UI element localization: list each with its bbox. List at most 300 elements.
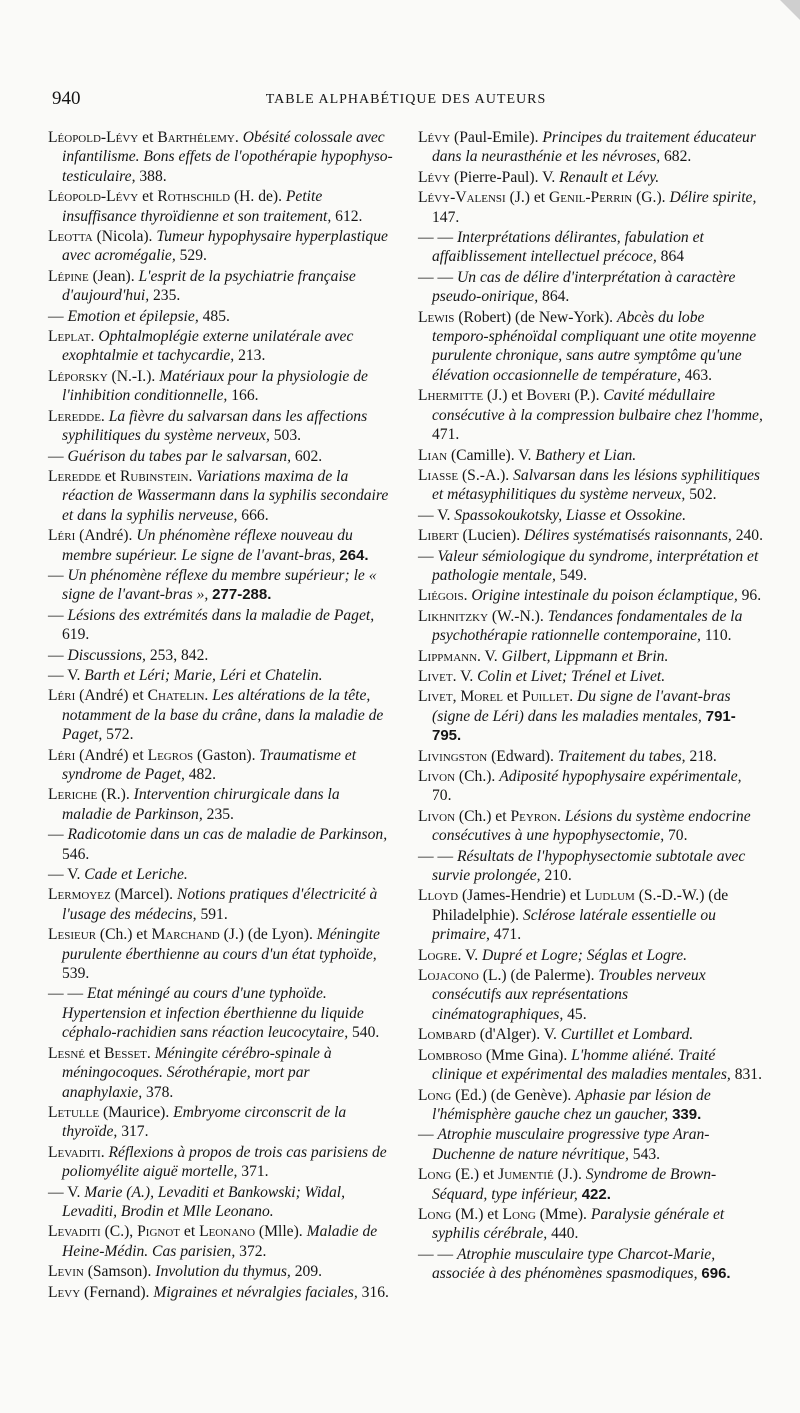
entry-text: 864. [538, 288, 570, 306]
entry-text: — V. [418, 506, 455, 524]
index-entry [48, 865, 393, 884]
entry-text: et [85, 1044, 105, 1062]
entry-text: (R.). [97, 786, 134, 804]
entry-text: . [234, 129, 243, 146]
entry-text: (G.). [632, 189, 670, 207]
work-title: Atrophie musculaire progressive type Aran-Duchenne de nature névritique, [432, 1126, 710, 1163]
entry-text: . [557, 807, 565, 825]
entry-text: 371. [237, 1163, 269, 1181]
author-name: Léri [48, 527, 76, 545]
author-name: Lépine [48, 267, 89, 285]
running-head: TABLE ALPHABÉTIQUE DES AUTEURS [265, 92, 547, 107]
entry-text: — V. [48, 1183, 85, 1201]
entry-text: 210. [540, 867, 572, 885]
work-title: Colin et Livet; Trénel et Livet. [477, 667, 666, 685]
author-name: Long [418, 1086, 452, 1104]
entry-text: 485. [198, 307, 230, 325]
index-entry [418, 1205, 763, 1244]
entry-text: 546. [62, 845, 90, 863]
index-entry [418, 128, 763, 167]
work-title: Un phénomène réflexe du membre supérieur; le « signe de l'avant-bras », [62, 566, 377, 604]
author-name: Libert [418, 527, 459, 545]
work-title: Salvarsan dans les lésions syphilitiques et métasyphilitiques du système nerveux, [432, 466, 761, 504]
page-corner-fold [780, 0, 800, 20]
index-entry [418, 687, 763, 745]
index-entry [48, 925, 393, 983]
author-name: Leonano [199, 1223, 256, 1241]
page-ref-bold: 791-795. [432, 707, 736, 745]
author-name: Peyron [510, 807, 558, 825]
entry-text: (Ch.) et [455, 807, 511, 825]
index-entry [418, 607, 763, 646]
author-name: Besset [104, 1044, 147, 1062]
entry-text: . [146, 1044, 155, 1062]
work-title: Résultats de l'hypophysectomie subtotale avec survie prolongée, [432, 847, 746, 885]
entry-text: 864 [656, 248, 685, 266]
entry-text: . [100, 407, 109, 425]
index-column-left [48, 128, 393, 1303]
index-entry [48, 1183, 393, 1222]
entry-text: — [48, 307, 68, 325]
index-entry [48, 128, 393, 186]
work-title: Cade et Leriche. [84, 866, 188, 884]
work-title: Renault et Lévy. [559, 168, 660, 186]
entry-text: 539. [62, 965, 90, 983]
entry-text: — V. [48, 666, 85, 684]
index-entry [48, 1103, 393, 1142]
entry-text: 166. [227, 387, 259, 405]
work-title: Du signe de l'avant-bras (signe de Léri) dans les maladies mentales, [432, 688, 731, 725]
work-title: Curtillet et Lombard. [560, 1026, 694, 1044]
author-name: Lévy [418, 168, 451, 186]
entry-text: — — [418, 1245, 457, 1263]
entry-text: (Fernand). [80, 1283, 154, 1301]
entry-text: . [463, 587, 472, 605]
entry-text: 529. [175, 247, 207, 265]
work-title: Guérison du tabes par le salvarsan, [67, 447, 292, 465]
entry-text: (Gaston). [193, 746, 260, 764]
index-entry [418, 1245, 763, 1284]
entry-text: (André). [75, 527, 137, 545]
index-entry [418, 1025, 763, 1044]
work-title: Sclérose latérale essentielle ou primaire, [432, 906, 716, 944]
entry-text: 612. [331, 207, 363, 225]
index-entry [418, 1125, 763, 1164]
entry-text: (Ch.) et [96, 926, 152, 944]
author-name: Léopold-Lévy [48, 188, 139, 206]
entry-text: 317. [117, 1123, 149, 1141]
page-ref-bold: 422. [581, 1185, 611, 1203]
entry-text: — — [418, 229, 457, 247]
entry-text: 218. [685, 747, 717, 765]
index-entry [418, 667, 763, 686]
author-name: Morel [460, 688, 503, 706]
index-entry [418, 647, 763, 666]
index-entry [48, 1283, 393, 1302]
author-name: Genil-Perrin [549, 189, 633, 207]
entry-text: 253, 842. [145, 646, 209, 664]
author-name: Levin [48, 1263, 84, 1281]
work-title: Méningite cérébro-spinale à méningocoques. Sérothérapie, mort par anaphylaxie, [62, 1044, 332, 1101]
author-name: Léopold-Lévy [48, 129, 139, 146]
author-name: Lojacono [418, 967, 479, 985]
author-name: Lévy-Valensi [418, 189, 506, 207]
entry-text: 378. [142, 1083, 174, 1101]
index-entry [418, 747, 763, 766]
work-title: Matériaux pour la physiologie de l'inhibition conditionnelle, [62, 367, 368, 405]
entry-text: — — [48, 985, 87, 1003]
work-title: Troubles nerveux consécutifs aux représentations cinématographiques, [432, 967, 706, 1023]
author-name: Leplat [48, 328, 91, 346]
work-title: Tumeur hypophysaire hyperplastique avec acromégalie, [62, 228, 388, 265]
author-name: Lévy [418, 129, 451, 146]
entry-text: (Maurice). [99, 1103, 174, 1121]
index-entry [48, 1044, 393, 1102]
index-entry [48, 327, 393, 366]
entry-text: 619. [62, 626, 90, 644]
work-title: Variations maxima de la réaction de Wassermann dans la syphilis secondaire et dans la syphilis nerveuse, [62, 467, 389, 524]
entry-text: et [180, 1223, 200, 1241]
index-entry [48, 447, 393, 466]
entry-text: 440. [547, 1225, 579, 1243]
index-entry [48, 646, 393, 665]
entry-text: (Mlle). [255, 1223, 307, 1241]
entry-text: 96. [737, 587, 762, 605]
author-name: Léri [48, 746, 76, 764]
work-title: Abcès du lobe temporo-sphénoïdal compliquant une otite moyenne purulente chronique, sans autre symptôme qu'une élévation occasionnelle de température, [432, 308, 757, 384]
author-name: Léporsky [48, 367, 108, 385]
author-name: Livet [418, 667, 453, 685]
entry-text: 549. [555, 566, 588, 584]
author-name: Livon [418, 768, 456, 785]
entry-text: (André) et [75, 746, 148, 764]
entry-text: (L.) (de Palerme). [478, 967, 599, 985]
entry-text: (André) et [75, 687, 148, 705]
entry-text: (E.) et [451, 1166, 499, 1184]
work-title: Principes du traitement éducateur dans la neurasthénie et les névroses, [432, 129, 756, 166]
index-entry [418, 386, 763, 444]
author-name: Long [418, 1205, 452, 1223]
entry-text: (S.-A.). [458, 466, 514, 484]
entry-text: (d'Alger). V. [475, 1026, 561, 1044]
work-title: Embryome circonscrit de la thyroïde, [62, 1103, 347, 1141]
author-name: Livet [418, 688, 453, 706]
entry-text: — [48, 606, 68, 624]
index-entry [48, 227, 393, 266]
entry-text: 503. [269, 427, 302, 445]
entry-text: 591. [196, 905, 228, 923]
entry-text: (Edward). [487, 747, 558, 765]
work-title: L'esprit de la psychiatrie française d'aujourd'hui, [62, 267, 356, 305]
entry-text: (J.) (de Lyon). [219, 926, 317, 944]
entry-text: , [452, 688, 461, 706]
entry-text: 682. [660, 148, 692, 166]
work-title: Radicotomie dans un cas de maladie de Parkinson, [67, 826, 388, 844]
author-name: Jumentié [498, 1166, 554, 1184]
entry-text: . [188, 467, 197, 485]
entry-text: (J.) et [505, 189, 550, 207]
entry-text: — [418, 547, 438, 565]
index-entry [48, 885, 393, 924]
author-name: Lian [418, 446, 448, 464]
author-name: Boveri [526, 387, 571, 405]
author-name: Leriche [48, 786, 98, 804]
entry-text: . [90, 328, 99, 346]
author-name: Long [418, 1166, 452, 1184]
entry-text: 70. [664, 827, 688, 845]
work-title: Bathery et Lian. [535, 446, 637, 464]
index-entry [418, 228, 763, 267]
entry-text: et [100, 467, 120, 485]
index-entry [48, 307, 393, 326]
index-entry [418, 466, 763, 505]
entry-text: (Mme). [535, 1205, 591, 1223]
work-title: Involution du thymus, [155, 1263, 291, 1281]
index-entry [418, 966, 763, 1024]
author-name: Rubinstein [119, 467, 189, 485]
work-title: Traumatisme et syndrome de Paget, [62, 746, 357, 783]
page-number: 940 [52, 88, 81, 109]
author-name: Liasse [418, 466, 459, 484]
work-title: Dupré et Logre; Séglas et Logre. [482, 946, 688, 964]
work-title: Etat méningé au cours d'une typhoïde. Hypertension et infection éberthienne du liquide céphalo-rachidien sans réaction leucocytaire, [62, 985, 364, 1042]
entry-text: — [48, 447, 68, 465]
index-entry [48, 467, 393, 525]
entry-text: 235. [149, 287, 181, 305]
work-title: Petite insuffisance thyroïdienne et son traitement, [62, 188, 332, 225]
index-entry [48, 984, 393, 1042]
entry-text: — [48, 826, 68, 844]
work-title: Spassokoukotsky, Liasse et Ossokine. [454, 506, 686, 524]
index-entry [418, 268, 763, 307]
author-name: Lesieur [48, 926, 97, 944]
index-entry [48, 746, 393, 785]
entry-text: 372. [235, 1242, 267, 1260]
entry-text: . V. [452, 667, 478, 685]
index-entry [418, 1086, 763, 1125]
entry-text: 543. [628, 1145, 661, 1163]
index-entry [48, 526, 393, 565]
entry-text: 213. [234, 347, 266, 365]
author-name: Lippmann [418, 647, 478, 665]
index-entry [418, 886, 763, 944]
work-title: Lésions du système endocrine consécutives à une hypophysectomie, [432, 807, 751, 845]
entry-text: — — [418, 268, 457, 286]
entry-text: . V. [457, 946, 483, 964]
entry-text: 540. [348, 1024, 380, 1042]
index-entry [48, 686, 393, 744]
entry-text: (Robert) (de New-York). [454, 308, 617, 326]
entry-text: 482. [184, 766, 217, 783]
entry-text: (M.) et [451, 1205, 503, 1223]
page-ref-bold: 277-288. [212, 586, 272, 604]
author-name: Puillet [522, 688, 570, 706]
work-title: Marie (A.), Levaditi et Bankowski; Widal, Levaditi, Brodin et Mlle Leonano. [62, 1183, 345, 1220]
entry-text: (Paul-Emile). [450, 129, 543, 146]
author-name: Leotta [48, 228, 93, 246]
page-ref-bold: 264. [339, 546, 369, 564]
index-entry [418, 526, 763, 545]
entry-text: (James-Hendrie) et [458, 887, 585, 905]
work-title: Aphasie par lésion de l'hémisphère gauche chez un gaucher, [432, 1086, 711, 1123]
entry-text: — [418, 1126, 438, 1144]
entry-text: 471. [489, 926, 522, 944]
author-name: Livon [418, 807, 456, 825]
index-entry [418, 168, 763, 187]
index-column-right [418, 128, 763, 1285]
author-name: Lewis [418, 308, 455, 326]
author-name: Barthélemy [157, 129, 235, 146]
entry-text: (J.) et [483, 387, 527, 405]
entry-text: 235. [202, 805, 234, 823]
author-name: Levy [48, 1283, 81, 1301]
index-entry [48, 407, 393, 446]
work-title: Les altérations de la tête, notamment de la base du crâne, dans la maladie de Paget, [62, 687, 384, 744]
author-name: Levaditi [48, 1223, 101, 1241]
author-name: Lhermitte [418, 387, 484, 405]
index-entry [48, 666, 393, 685]
work-title: Origine intestinale du poison éclamptique, [471, 587, 738, 605]
entry-text: et [138, 129, 158, 146]
author-name: Letulle [48, 1103, 100, 1121]
author-name: Logre [418, 946, 458, 964]
entry-text: 240. [731, 527, 763, 545]
page-ref-bold: 696. [701, 1265, 731, 1283]
entry-text: (Pierre-Paul). V. [450, 168, 560, 186]
entry-text: 572. [102, 726, 134, 744]
index-entry [418, 547, 763, 586]
index-entry [48, 606, 393, 645]
author-name: Lombard [418, 1026, 476, 1044]
entry-text: (C.), [100, 1223, 138, 1241]
index-entry [418, 506, 763, 525]
index-entry [418, 946, 763, 965]
work-title: Emotion et épilepsie, [67, 307, 199, 325]
author-name: Leredde [48, 407, 101, 425]
index-entry [418, 1046, 763, 1085]
entry-text: 388. [135, 167, 167, 185]
entry-text: . [100, 1143, 109, 1161]
entry-text: (S.-D.-W.) (de Philadelphie). [432, 887, 729, 924]
author-name: Léri [48, 687, 76, 705]
author-name: Liégois [418, 587, 464, 605]
author-name: Pignot [137, 1223, 180, 1241]
entry-text: (Mme Gina). [481, 1046, 572, 1064]
index-entry [418, 767, 763, 806]
author-name: Likhnitzky [418, 607, 489, 625]
entry-text: 471. [432, 426, 460, 444]
work-title: La fièvre du salvarsan dans les affections syphilitiques du système nerveux, [62, 407, 368, 445]
author-name: Long [502, 1205, 536, 1223]
author-name: Livingston [418, 747, 488, 765]
author-name: Leredde [48, 467, 101, 485]
entry-text: 666. [237, 506, 269, 524]
entry-text: (J.). [553, 1166, 586, 1184]
work-title: Cavité médullaire consécutive à la compression bulbaire chez l'homme, [432, 387, 763, 424]
entry-text: 602. [291, 447, 323, 465]
entry-text: — [48, 566, 68, 584]
index-entry [418, 1165, 763, 1204]
work-title: Un cas de délire d'interprétation à caractère pseudo-onirique, [432, 268, 736, 306]
index-entry [418, 188, 763, 227]
entry-text: . [204, 687, 213, 705]
entry-text: 110. [700, 627, 732, 645]
index-entry [418, 586, 763, 605]
entry-text: . [569, 688, 577, 706]
author-name: Legros [147, 746, 194, 764]
work-title: Traitement du tabes, [557, 747, 686, 765]
work-title: Méningite purulente éberthienne au cours d'un état typhoïde, [62, 926, 380, 963]
index-entry [418, 446, 763, 465]
work-title: Tendances fondamentales de la psychothérapie rationnelle contemporaine, [432, 607, 743, 645]
entry-text: (Lucien). [458, 527, 525, 545]
author-name: Ludlum [584, 887, 635, 905]
work-title: Discussions, [67, 646, 146, 664]
work-title: Barth et Léri; Marie, Léri et Chatelin. [84, 666, 323, 684]
entry-text: (Nicola). [92, 228, 157, 246]
entry-text: (Samson). [83, 1263, 156, 1281]
work-title: Ophtalmoplégie externe unilatérale avec exophtalmie et tachycardie, [62, 328, 354, 365]
entry-text: (W.-N.). [488, 607, 548, 625]
entry-text: (H. de). [230, 188, 286, 206]
work-title: Un phénomène réflexe nouveau du membre supérieur. Le signe de l'avant-bras, [62, 527, 353, 564]
work-title: Maladie de Heine-Médin. Cas parisien, [62, 1223, 378, 1260]
entry-text: (Marcel). [110, 886, 177, 904]
entry-text: 502. [685, 486, 717, 504]
work-title: Délires systématisés raisonnants, [524, 527, 732, 545]
page-header [52, 88, 760, 112]
index-entry [48, 1262, 393, 1281]
work-title: Délire spirite, [669, 189, 757, 207]
author-name: Rothschild [157, 188, 231, 206]
entry-text: et [138, 188, 158, 206]
work-title: Notions pratiques d'électricité à l'usage des médecins, [62, 886, 378, 923]
entry-text: 209. [290, 1263, 323, 1281]
index-entry [48, 267, 393, 306]
author-name: Marchand [151, 926, 220, 944]
entry-text: 831. [730, 1066, 762, 1084]
work-title: Lésions des extrémités dans la maladie de Paget, [67, 606, 375, 624]
entry-text: (Ed.) (de Genève). [451, 1086, 576, 1104]
index-entry [48, 785, 393, 824]
entry-text: — — [418, 847, 457, 865]
work-title: Interprétations délirantes, fabulation et affaiblissement intellectuel précoce, [432, 229, 704, 266]
work-title: L'homme aliéné. Traité clinique et expérimental des maladies mentales, [432, 1046, 731, 1084]
entry-text: . V. [477, 647, 502, 665]
entry-text: — [48, 646, 68, 664]
work-title: Adiposité hypophysaire expérimentale, [499, 768, 742, 785]
entry-text: (N.-I.). [107, 367, 160, 385]
index-entry [418, 807, 763, 846]
work-title: Réflexions à propos de trois cas parisiens de poliomyélite aiguë mortelle, [62, 1143, 387, 1181]
index-entry [48, 367, 393, 406]
index-entry [418, 308, 763, 386]
author-name: Lesné [48, 1044, 86, 1062]
author-name: Lermoyez [48, 886, 111, 904]
entry-text: 45. [563, 1005, 587, 1023]
work-title: Atrophie musculaire type Charcot-Marie, associée à des phénomènes spasmodiques, [432, 1245, 716, 1283]
index-entry [48, 1143, 393, 1182]
work-title: Obésité colossale avec infantilisme. Bons effets de l'opothérapie hypophyso-testiculaire, [62, 129, 393, 185]
entry-text: 316. [357, 1283, 389, 1301]
author-name: Chatelin [147, 687, 205, 705]
entry-text: 147. [432, 208, 460, 226]
index-entry [48, 825, 393, 864]
work-title: Intervention chirurgicale dans la maladie de Parkinson, [62, 786, 340, 823]
author-name: Lombroso [418, 1046, 482, 1064]
entry-text: (Jean). [88, 267, 139, 285]
work-title: Gilbert, Lippmann et Brin. [501, 647, 669, 665]
